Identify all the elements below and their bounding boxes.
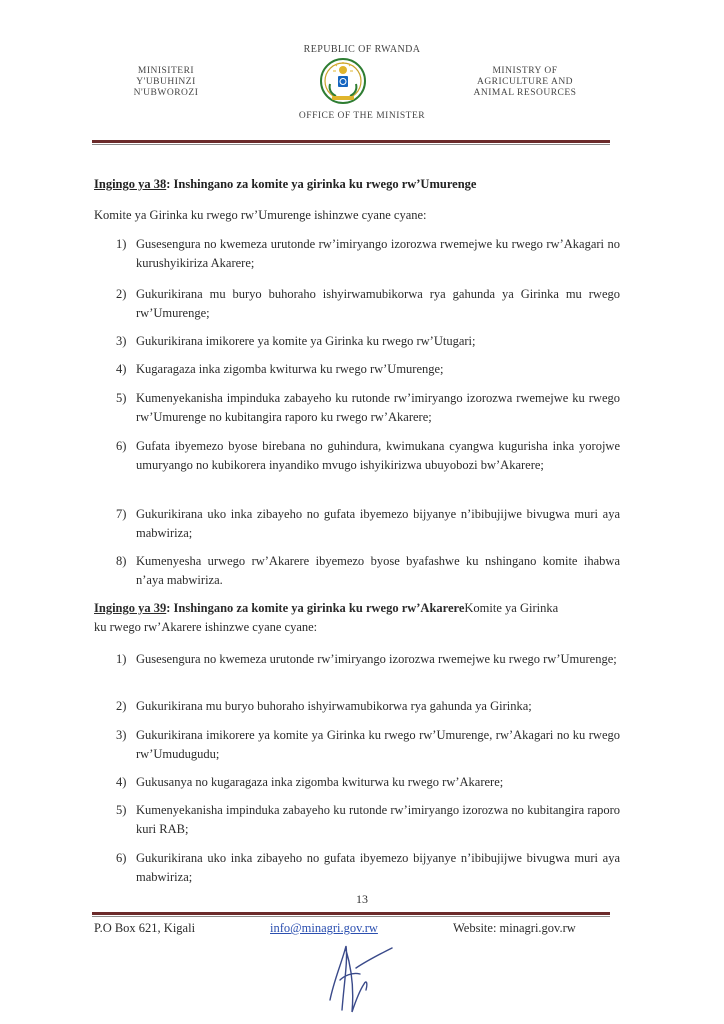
footer-divider-thin [92, 916, 610, 917]
footer-divider [92, 912, 610, 915]
handwritten-signature-icon [316, 940, 396, 1018]
page-number: 13 [356, 892, 368, 906]
footer-website: Website: minagri.gov.rw [453, 921, 576, 935]
list-number: 4) [116, 775, 127, 789]
list-number: 2) [116, 699, 127, 713]
header-republic: REPUBLIC OF RWANDA [303, 44, 421, 55]
list-number: 1) [116, 237, 127, 251]
list-text: Kumenyekanisha impinduka zabayeho ku rutonde rw’imiryango izorozwa rwemejwe ku rwego rw’Umurenge no kubitangira raporo ku rwego rw’Akarere; [136, 391, 620, 424]
list-text: Gukurikirana mu buryo buhoraho ishyirwamubikorwa rya gahunda ya Girinka; [136, 699, 532, 713]
list-text: Gusesengura no kwemeza urutonde rw’imiryango izorozwa rwemejwe ku rwego rw’Umurenge; [136, 652, 617, 666]
list-text: Gufata ibyemezo byose birebana no guhindura, kwimukana cyangwa kugurisha inka yorojwe umuryango no kubikorera inyandiko mvugo ishyikirizwa ubuyobozi bw’Akarere; [136, 439, 620, 472]
header-right-line: ANIMAL RESOURCES [473, 88, 577, 98]
list-text: Gukurikirana mu buryo buhoraho ishyirwamubikorwa rya gahunda ya Girinka mu rwego rw’Umurenge; [136, 287, 620, 320]
footer-address: P.O Box 621, Kigali [94, 921, 196, 935]
article-38-label: Ingingo ya 38 [94, 177, 167, 191]
list-number: 1) [116, 652, 127, 666]
list-number: 5) [116, 803, 127, 817]
header-divider [92, 140, 610, 143]
list-number: 7) [116, 507, 127, 521]
list-number: 6) [116, 439, 127, 453]
rwanda-coat-of-arms-icon [316, 56, 370, 106]
list-number: 4) [116, 362, 127, 376]
article-39-intro-inline: Komite ya Girinka [464, 601, 559, 615]
list-text: Kumenyesha urwego rw’Akarere ibyemezo byose byafashwe ku nshingano komite ihabwa n’aya mabwiriza. [136, 554, 620, 587]
header-left-line: Y'UBUHINZI [136, 77, 196, 87]
list-number: 3) [116, 334, 127, 348]
list-text: Gusesengura no kwemeza urutonde rw’imiryango izorozwa rwemejwe ku rwego rw’Akagari no kurushyikiriza Akarere; [136, 237, 620, 270]
header-left-line: MINISITERI [137, 66, 195, 76]
list-number: 8) [116, 554, 127, 568]
list-number: 3) [116, 728, 127, 742]
list-text: Gukurikirana uko inka zibayeho no gufata ibyemezo bijyanye n’ibibujijwe bivugwa muri aya mabwiriza; [136, 507, 620, 540]
list-number: 6) [116, 851, 127, 865]
list-text: Gukurikirana imikorere ya komite ya Girinka ku rwego rw’Utugari; [136, 334, 476, 348]
header-divider-thin [92, 144, 610, 145]
article-38-title: : Inshingano za komite ya girinka ku rwego rw’Umurenge [166, 177, 477, 191]
article-39-title: : Inshingano za komite ya girinka ku rwego rw’Akarere [166, 601, 465, 615]
header-left-line: N'UBWOROZI [133, 88, 199, 98]
article-39-label: Ingingo ya 39 [94, 601, 167, 615]
header-left-block [96, 66, 236, 99]
list-text: Kugaragaza inka zigomba kwiturwa ku rwego rw’Umurenge; [136, 362, 444, 376]
header-right-block [450, 66, 600, 99]
article-39-heading [94, 599, 614, 637]
article-38-heading [94, 177, 476, 192]
list-text: Gukurikirana imikorere ya komite ya Girinka ku rwego rw’Umurenge, rw’Akagari no ku rwego rw’Umudugudu; [136, 728, 620, 761]
header-office: OFFICE OF THE MINISTER [298, 111, 426, 121]
list-text: Gukusanya no kugaragaza inka zigomba kwiturwa ku rwego rw’Akarere; [136, 775, 504, 789]
list-text: Kumenyekanisha impinduka zabayeho ku rutonde rw’imiryango izorozwa no kubitangira raporo kuri RAB; [136, 803, 620, 836]
header-right-line: MINISTRY OF [492, 66, 558, 76]
article-38-intro: Komite ya Girinka ku rwego rw’Umurenge ishinzwe cyane cyane: [94, 208, 427, 222]
list-text: Gukurikirana uko inka zibayeho no gufata ibyemezo bijyanye n’ibibujijwe bivugwa muri aya mabwiriza; [136, 851, 620, 884]
list-number: 5) [116, 391, 127, 405]
article-39-intro: ku rwego rw’Akarere ishinzwe cyane cyane: [94, 620, 318, 634]
list-number: 2) [116, 287, 127, 301]
header-right-line: AGRICULTURE AND [476, 77, 574, 87]
footer-email-link[interactable]: info@minagri.gov.rw [270, 921, 378, 935]
